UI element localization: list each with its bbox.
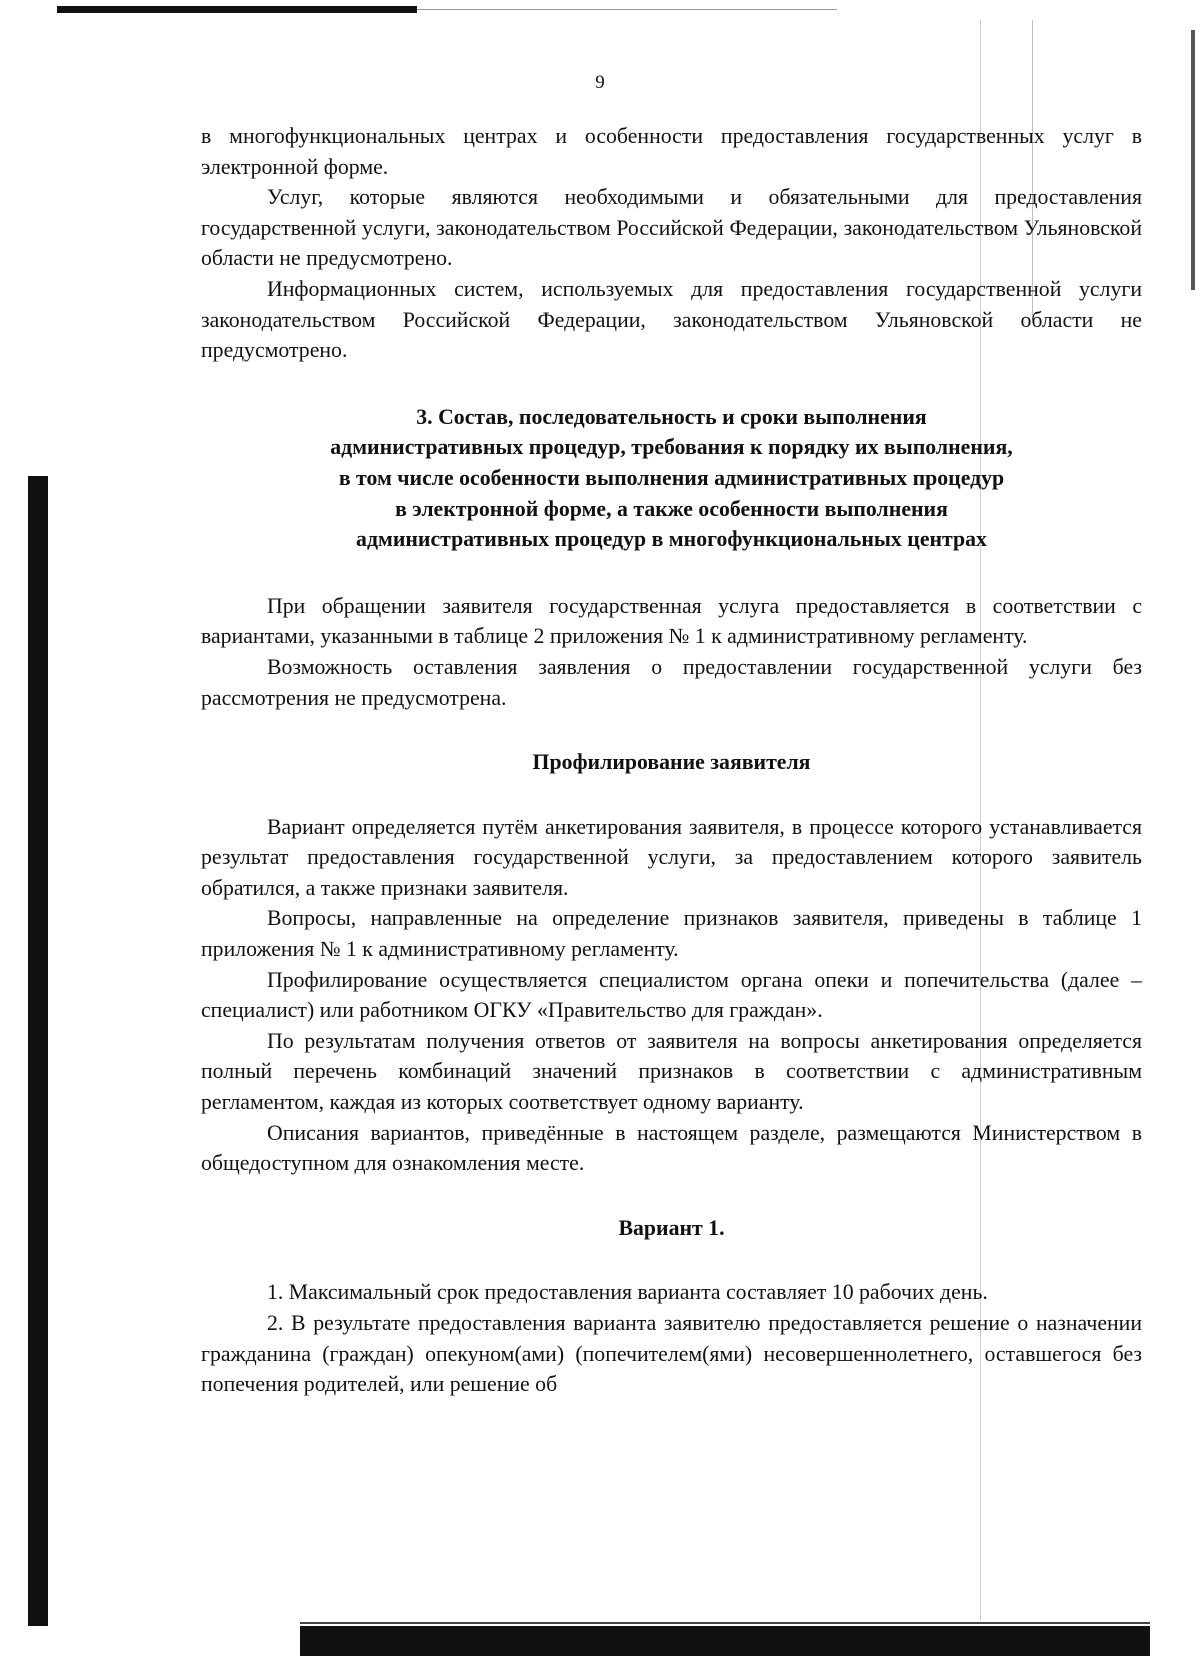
section-heading-line: административных процедур, требования к порядку их выполнения,: [330, 435, 1013, 460]
scan-edge-bottom: [300, 1626, 1150, 1656]
page-number: 9: [595, 72, 605, 93]
paragraph: Услуг, которые являются необходимыми и обязательными для предоставления государственной услуги, законодательством Российской Федерации, законодательством Ульяновской области не предусмотрено.: [201, 185, 1142, 271]
section-heading-line: в электронной форме, а также особенности выполнения: [395, 496, 948, 521]
paragraph: Описания вариантов, приведённые в настоящем разделе, размещаются Министерством в общедоступном для ознакомления месте.: [201, 1120, 1142, 1176]
subsection-heading: Профилирование заявителя: [532, 750, 811, 775]
paragraph: Профилирование осуществляется специалистом органа опеки и попечительства (далее – специалист) или работником ОГКУ «Правительство для граждан».: [201, 967, 1142, 1023]
document-body: [201, 121, 1142, 1400]
paragraph: По результатам получения ответов от заявителя на вопросы анкетирования определяется полный перечень комбинаций значений признаков в соответствии с административным регламентом, каждая из которых соответствует одному варианту.: [201, 1028, 1142, 1115]
paragraph: При обращении заявителя государственная услуга предоставляется в соответствии с вариантами, указанными в таблице 2 приложения № 1 к административному регламенту.: [201, 593, 1142, 649]
paragraph: в многофункциональных центрах и особенности предоставления государственных услуг в электронной форме.: [201, 124, 1142, 179]
paragraph: Информационных систем, используемых для предоставления государственной услуги законодательством Российской Федерации, законодательством Ульяновской области не предусмотрено.: [201, 276, 1142, 363]
scan-edge-right: [1191, 30, 1195, 290]
paragraph: Вопросы, направленные на определение признаков заявителя, приведены в таблице 1 приложения № 1 к административному регламенту.: [201, 906, 1142, 962]
scan-edge-left: [28, 476, 48, 1626]
section-heading: [201, 402, 1142, 555]
section-heading-line: 3. Состав, последовательность и сроки выполнения: [416, 404, 927, 429]
section-heading-line: административных процедур в многофункциональных центрах: [356, 527, 987, 552]
scan-edge-bottom-thin: [300, 1622, 1150, 1624]
scan-edge-top-thin: [417, 9, 837, 10]
scan-edge-top: [57, 6, 417, 13]
paragraph: Вариант определяется путём анкетирования заявителя, в процессе которого устанавливается результат предоставления государственной услуги, за предоставлением которого заявитель обратился, а также признаки заявителя.: [201, 814, 1142, 900]
variant-heading: Вариант 1.: [618, 1215, 725, 1240]
section-heading-line: в том числе особенности выполнения административных процедур: [338, 465, 1005, 490]
numbered-paragraph: 1. Максимальный срок предоставления варианта составляет 10 рабочих день.: [267, 1280, 988, 1305]
numbered-paragraph: 2. В результате предоставления варианта заявителю предоставляется решение о назначении гражданина (граждан) опекуном(ами) (попечителем(ями) несовершеннолетнего, оставшегося без попечения родителей, или решение об: [201, 1311, 1142, 1397]
paragraph: Возможность оставления заявления о предоставлении государственной услуги без рассмотрения не предусмотрена.: [201, 654, 1142, 710]
